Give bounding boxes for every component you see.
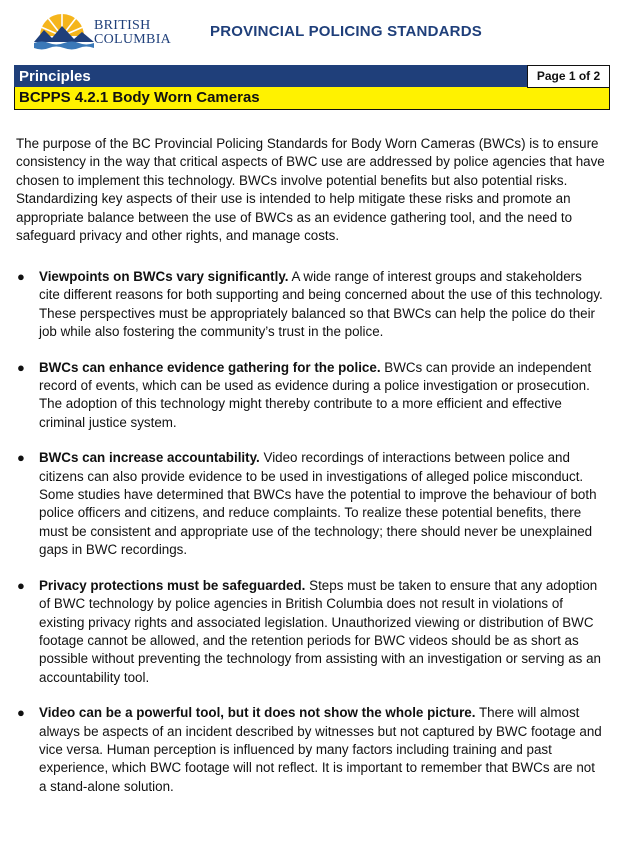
bullet-lead: Viewpoints on BWCs vary significantly. [39, 269, 289, 284]
bullet-text: Steps must be taken to ensure that any adoption of BWC technology by police agencies in British Columbia does not result in violations of existing privacy rights and associated legislation. Unauthorized viewing or distribution of BWC footage cannot be allowed, and the retention periods for BWC videos should be as short as possible without preventing the technology from assisting with an investigation or serving as an accountability tool. [39, 577, 601, 685]
banner-top-row [14, 65, 610, 87]
bullet-icon: ● [17, 269, 25, 284]
list-item [16, 704, 606, 796]
intro-paragraph: The purpose of the BC Provincial Policing Standards for Body Worn Cameras (BWCs) is to ensure consistency in the way that critical aspects of BWC use are addressed by police agencies that have chosen to implement this technology. BWCs involve potential benefits but also potential risks. Standardizing key aspects of their use is intended to help mitigate these risks and promote an appropriate balance between the use of BWCs as an evidence gathering tool, and the need to safeguard privacy and other rights, and manage costs. [16, 136, 605, 244]
bullet-text: There will almost always be aspects of an incident described by witnesses but not captured by BWC footage and vice versa. Human perception is influenced by many factors including training and past experience, which BWC footage will not reflect. It is important to remember that BWCs are not a stand-alone solution. [39, 705, 602, 794]
bullet-text: BWCs can provide an independent record of events, which can be used as evidence during a police investigation or prosecution. The adoption of this technology might thereby contribute to a more efficient and effective criminal justice system. [39, 359, 592, 430]
bullet-lead: Video can be a powerful tool, but it does not show the whole picture. [39, 705, 476, 721]
standard-title: BCPPS 4.2.1 Body Worn Cameras [14, 87, 610, 110]
document-header [0, 0, 621, 62]
bullet-icon: ● [17, 577, 25, 593]
logo-line-columbia: COLUMBIA [94, 32, 172, 47]
list-item [16, 449, 606, 559]
logo-wordmark [94, 19, 171, 47]
bullet-icon: ● [17, 359, 25, 375]
list-item [16, 268, 606, 342]
principles-list [16, 268, 606, 813]
bullet-text: A wide range of interest groups and stakeholders cite different reasons for both supporting and being concerned about the use of this technology. These perspectives must be appropriately balanced so that BWCs can help the police do their job while also fostering the community’s trust in the police. [39, 269, 603, 340]
bullet-lead: BWCs can enhance evidence gathering for the police. [39, 359, 381, 375]
bullet-lead: BWCs can increase accountability. [39, 450, 260, 466]
bullet-lead: Privacy protections must be safeguarded. [39, 577, 306, 593]
bullet-text: Video recordings of interactions between police and citizens can also provide evidence to be used in investigations of alleged police misconduct. Some studies have determined that BWCs have the potential to improve the behaviour of both police officers and citizens, and reduce complaints. To realize these potential benefits, there must be consistent and appropriate use of the technology; there should never be unexplained gaps in BWC recordings. [39, 450, 597, 558]
document-title: PROVINCIAL POLICING STANDARDS [210, 23, 482, 40]
bullet-icon: ● [17, 450, 25, 466]
page-number: Page 1 of 2 [527, 65, 610, 88]
bullet-icon: ● [17, 705, 25, 721]
sun-mountain-logo-icon [34, 12, 94, 52]
list-item [16, 577, 606, 687]
logo-line-british: BRITISH [94, 18, 151, 33]
bc-logo [34, 12, 170, 52]
section-banner [14, 65, 610, 110]
list-item [16, 359, 606, 433]
section-label: Principles [19, 68, 91, 85]
